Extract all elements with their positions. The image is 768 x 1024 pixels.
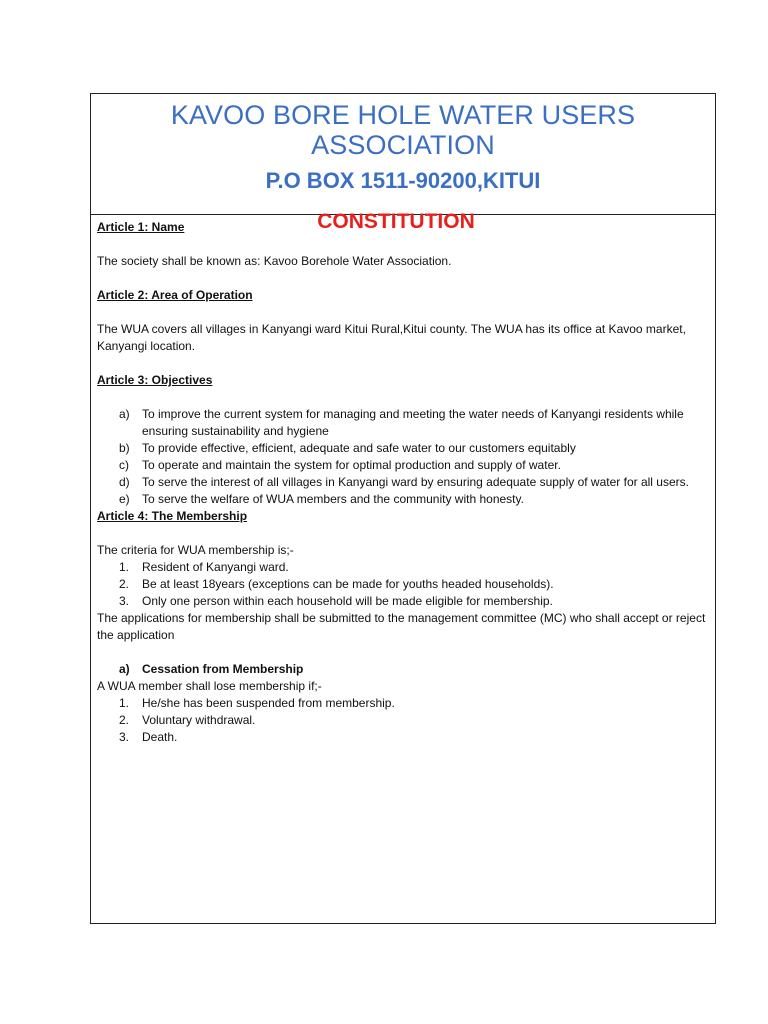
article-3-heading: Article 3: Objectives — [97, 373, 213, 387]
list-item: 3. Death. — [119, 730, 178, 744]
document-title: CONSTITUTION — [317, 210, 475, 233]
organization-address: P.O BOX 1511-90200,KITUI — [265, 168, 541, 193]
membership-criteria-list — [97, 559, 709, 610]
document-page — [90, 93, 716, 924]
list-item: a) To improve the current system for managing and meeting the water needs of Kanyangi residents while ensuring sustainability and hygiene — [119, 407, 684, 438]
list-item: d) To serve the interest of all villages in Kanyangi ward by ensuring adequate supply of water for all users. — [119, 475, 689, 489]
membership-applications-text: The applications for membership shall be submitted to the management committee (MC) who shall accept or reject the application — [97, 611, 706, 642]
list-item: e) To serve the welfare of WUA members and the community with honesty. — [119, 492, 524, 506]
cessation-list — [97, 695, 709, 746]
list-item: b) To provide effective, efficient, adequate and safe water to our customers equitably — [119, 441, 576, 455]
article-2-heading: Article 2: Area of Operation — [97, 288, 253, 302]
cessation-heading: a) Cessation from Membership — [119, 662, 304, 676]
cessation-intro: A WUA member shall lose membership if;- — [97, 679, 322, 693]
list-item: 1. Resident of Kanyangi ward. — [119, 560, 289, 574]
list-item: 3. Only one person within each household will be made eligible for membership. — [119, 594, 553, 608]
article-4-heading: Article 4: The Membership — [97, 509, 248, 523]
list-item: 2. Be at least 18years (exceptions can be made for youths headed households). — [119, 577, 554, 591]
article-2-text: The WUA covers all villages in Kanyangi ward Kitui Rural,Kitui county. The WUA has its office at Kavoo market, Kanyangi location. — [97, 322, 686, 353]
document-body — [91, 215, 715, 746]
list-item: c) To operate and maintain the system for optimal production and supply of water. — [119, 458, 561, 472]
list-item: 2. Voluntary withdrawal. — [119, 713, 256, 727]
article-1-heading: Article 1: Name — [97, 220, 185, 234]
list-item: 1. He/she has been suspended from membership. — [119, 696, 395, 710]
objectives-list — [97, 406, 709, 508]
organization-name: KAVOO BORE HOLE WATER USERS ASSOCIATION — [170, 100, 636, 160]
membership-criteria-intro: The criteria for WUA membership is;- — [97, 543, 294, 557]
article-1-text: The society shall be known as: Kavoo Borehole Water Association. — [97, 254, 452, 268]
